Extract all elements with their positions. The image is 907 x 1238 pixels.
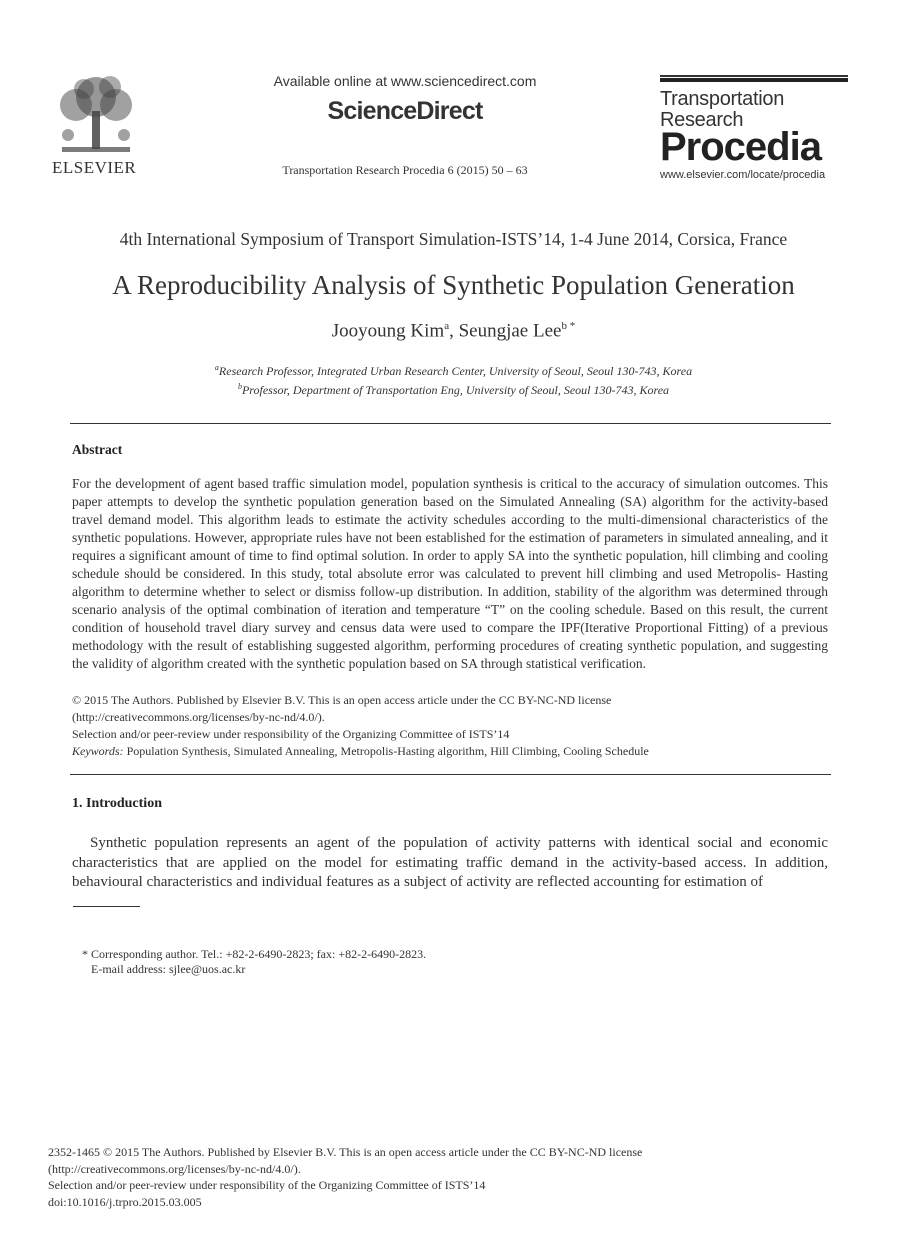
abstract-heading: Abstract xyxy=(72,442,123,457)
publisher-wordmark: ELSEVIER xyxy=(52,158,137,177)
journal-url[interactable]: www.elsevier.com/locate/procedia xyxy=(660,169,826,181)
section-heading: 1. Introduction xyxy=(72,796,162,811)
affil-mark: b xyxy=(237,382,242,391)
author-line xyxy=(40,320,867,342)
journal-name-line3: Procedia xyxy=(660,125,821,169)
conference-line: 4th International Symposium of Transport Simulation-ISTS’14, 1-4 June 2014, Corsica, France xyxy=(119,229,788,249)
copyright-line: © 2015 The Authors. Published by Elsevier B.V. This is an open access article under the CC BY-NC-ND license xyxy=(72,693,612,707)
footer-peer-review: Selection and/or peer-review under responsibility of the Organizing Committee of ISTS’14 xyxy=(48,1178,486,1192)
keywords-label: Keywords: xyxy=(72,744,124,758)
journal-citation: Transportation Research Procedia 6 (2015) 50 – 63 xyxy=(282,163,528,177)
affil-text: Professor, Department of Transportation Eng, University of Seoul, Seoul 130-743, Korea xyxy=(241,383,670,397)
email-address-note[interactable]: E-mail address: sjlee@uos.ac.kr xyxy=(91,962,246,976)
keywords-line xyxy=(72,743,828,759)
footer-license-link[interactable]: (http://creativecommons.org/licenses/by-nc-nd/4.0/). xyxy=(48,1161,301,1176)
page-footer xyxy=(48,1144,848,1210)
intro-text: Synthetic population represents an agent of the population of activity patterns with identical social and economic characteristics that are applied on the model for estimating traffic demand in the activity-based access. In addition, behavioural characteristics and individual features as a subject of activity are reflected accounting for estimation of xyxy=(72,835,828,890)
journal-name-line2: Research xyxy=(660,109,744,131)
affiliation-b xyxy=(40,379,867,398)
paper-title: A Reproducibility Analysis of Synthetic Population Generation xyxy=(112,270,795,300)
corresponding-author-note: * Corresponding author. Tel.: +82-2-6490-2823; fax: +82-2-6490-2823. xyxy=(82,947,427,961)
available-online-text[interactable]: Available online at www.sciencedirect.com xyxy=(273,73,537,89)
journal-name-line1: Transportation xyxy=(660,88,785,110)
affil-mark: a xyxy=(214,363,219,372)
author-affil-mark: b * xyxy=(561,320,576,332)
affiliation-a xyxy=(40,360,867,379)
intro-paragraph xyxy=(72,834,828,893)
logo-rule-top xyxy=(660,75,848,77)
author-separator: , xyxy=(449,320,459,342)
logo-rule-thick xyxy=(660,78,848,82)
affiliations xyxy=(40,360,867,398)
footnote-rule xyxy=(73,906,140,907)
affil-text: Research Professor, Integrated Urban Research Center, University of Seoul, Seoul 130-743, Korea xyxy=(218,364,693,378)
footer-copyright: 2352-1465 © 2015 The Authors. Published by Elsevier B.V. This is an open access article under the CC BY-NC-ND license xyxy=(48,1145,643,1159)
abstract-body: For the development of agent based traffic simulation model, population synthesis is critical to the accuracy of simulation outcomes. This paper attempts to develop the synthetic population generation based on the Simulated Annealing (SA) algorithm for the activity-based travel demand model. This algorithm leads to estimate the activity schedules according to the multi-dimensional characteristics of the synthetic populations. However, appropriate rules have not been established for the estimation of parameters in simulated annealing, and it requires a significant amount of time to find optimal solution. In order to apply SA into the synthetic population, hill climbing and cooling schedule should be considered. In this study, total absolute error was calculated to prevent hill climbing and used Metropolis- Hasting algorithm to determine whether to select or dismiss follow-up distribution. In addition, stability of the algorithm was determined through scenario analysis of the optimal combination of iteration and temperature “T” on the cooling schedule. Based on this result, the current condition of household travel diary survey and census data were used to compare the IPF(Iterative Proportional Fitting) of a previous methodology with the result of establishing suggested algorithm, performing procedures of creating synthetic population, and suggesting the validity of algorithm created with the synthetic population based on SA through statistical verification. xyxy=(72,476,828,671)
footer-doi[interactable]: doi:10.1016/j.trpro.2015.03.005 xyxy=(48,1194,202,1209)
keywords-list: Population Synthesis, Simulated Annealing, Metropolis-Hasting algorithm, Hill Climbing, Cooling Schedule xyxy=(126,744,649,758)
sciencedirect-logo: ScienceDirect xyxy=(327,97,483,125)
abstract-bottom-rule xyxy=(70,774,831,775)
author-affil-mark: a xyxy=(444,320,450,332)
author-name: Jooyoung Kim xyxy=(331,320,445,342)
author-name: Seungjae Lee xyxy=(458,320,562,342)
abstract-top-rule xyxy=(70,423,831,424)
license-link[interactable]: (http://creativecommons.org/licenses/by-nc-nd/4.0/). xyxy=(72,710,325,724)
journal-logo xyxy=(660,75,848,181)
peer-review-line: Selection and/or peer-review under responsibility of the Organizing Committee of ISTS’14 xyxy=(72,727,510,741)
